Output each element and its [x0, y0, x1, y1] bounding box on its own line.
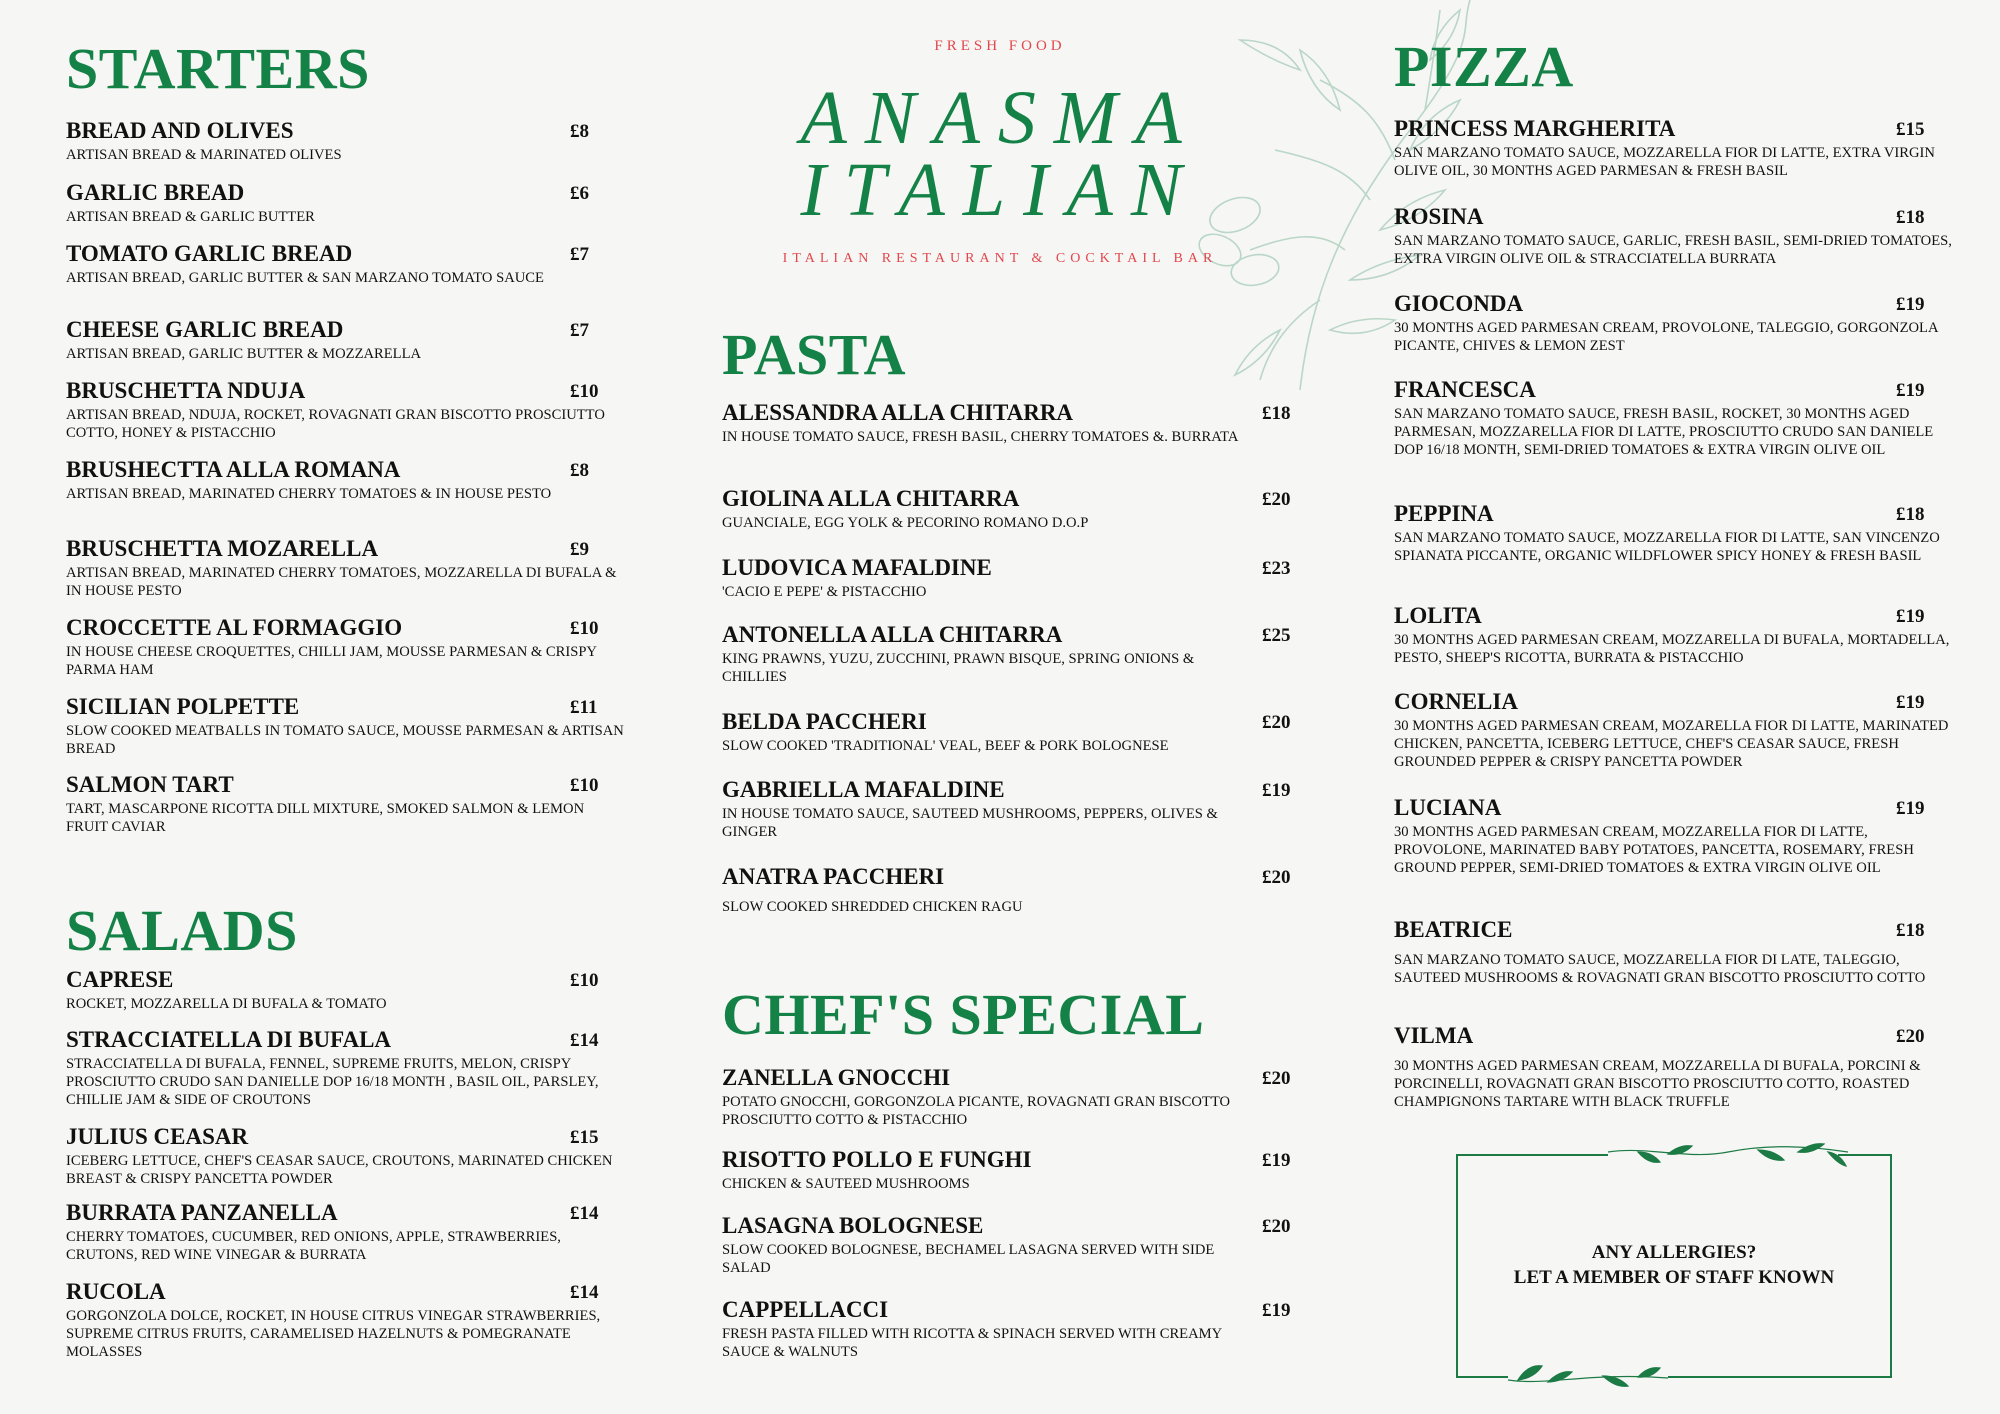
menu-item [66, 695, 626, 758]
menu-item [722, 1298, 1302, 1361]
item-name: BRUSCHETTA NDUJA [66, 378, 306, 403]
menu-item [1394, 117, 1954, 180]
item-description: ARTISAN BREAD, MARINATED CHERRY TOMATOES & IN HOUSE PESTO [66, 486, 552, 502]
item-name: CHEESE GARLIC BREAD [66, 317, 344, 342]
item-name: PRINCESS MARGHERITA [1394, 116, 1676, 141]
item-description: ARTISAN BREAD, GARLIC BUTTER & MOZZARELLA [66, 346, 422, 362]
item-description: STRACCIATELLA DI BUFALA, FENNEL, SUPREME FRUITS, MELON, CRISPY PROSCIUTTO CRUDO SAN DANIELLE DOP 16/18 MONTH , BASIL OIL, PARSLEY, CHILLIE JAM & SIDE OF CROUTONS [66, 1056, 599, 1108]
item-description: SAN MARZANO TOMATO SAUCE, MOZZARELLA FIOR DI LATTE, EXTRA VIRGIN OLIVE OIL, 30 MONTHS AGED PARMESAN & FRESH BASIL [1394, 145, 1935, 179]
menu-item [1394, 378, 1954, 459]
item-description: GUANCIALE, EGG YOLK & PECORINO ROMANO D.O.P [722, 515, 1089, 531]
allergy-notice-box [1456, 1154, 1892, 1378]
item-price: £20 [1262, 1068, 1291, 1089]
item-price: £19 [1262, 780, 1291, 801]
item-name: JULIUS CEASAR [66, 1124, 249, 1149]
item-price: £14 [570, 1030, 599, 1051]
item-price: £20 [1896, 1026, 1925, 1047]
item-price: £15 [1896, 119, 1925, 140]
chefs-special-title: CHEF'S SPECIAL [722, 982, 1205, 1047]
menu-item [1394, 690, 1954, 771]
item-price: £8 [570, 121, 589, 142]
item-price: £19 [1262, 1150, 1291, 1171]
menu-item [722, 778, 1302, 841]
item-description: ARTISAN BREAD & MARINATED OLIVES [66, 147, 342, 163]
item-price: £8 [570, 460, 589, 481]
menu-item [66, 1201, 626, 1264]
item-description: ICEBERG LETTUCE, CHEF'S CEASAR SAUCE, CROUTONS, MARINATED CHICKEN BREAST & CRISPY PANCETTA POWDER [66, 1153, 613, 1187]
item-price: £19 [1896, 606, 1925, 627]
menu-item [66, 1028, 626, 1109]
item-price: £19 [1896, 692, 1925, 713]
item-price: £10 [570, 970, 599, 991]
item-description: SAN MARZANO TOMATO SAUCE, GARLIC, FRESH BASIL, SEMI-DRIED TOMATOES, EXTRA VIRGIN OLIVE OIL & STRACCIATELLA BURRATA [1394, 233, 1952, 267]
item-price: £11 [570, 697, 598, 718]
item-description: 30 MONTHS AGED PARMESAN CREAM, PROVOLONE, TALEGGIO, GORGONZOLA PICANTE, CHIVES & LEMON ZEST [1394, 320, 1938, 354]
item-name: LOLITA [1394, 603, 1482, 628]
item-name: BRUSCHETTA MOZARELLA [66, 536, 379, 561]
item-name: CORNELIA [1394, 689, 1518, 714]
item-name: BEATRICE [1394, 917, 1513, 942]
menu-item [722, 401, 1302, 446]
menu-item [722, 556, 1302, 601]
item-price: £20 [1262, 867, 1291, 888]
item-description: SLOW COOKED MEATBALLS IN TOMATO SAUCE, MOUSSE PARMESAN & ARTISAN BREAD [66, 723, 624, 757]
item-description: IN HOUSE CHEESE CROQUETTES, CHILLI JAM, MOUSSE PARMESAN & CRISPY PARMA HAM [66, 644, 597, 678]
item-description: IN HOUSE TOMATO SAUCE, SAUTEED MUSHROOMS, PEPPERS, OLIVES & GINGER [722, 806, 1218, 840]
menu-item [66, 119, 626, 164]
item-description: SLOW COOKED 'TRADITIONAL' VEAL, BEEF & PORK BOLOGNESE [722, 738, 1169, 754]
item-price: £14 [570, 1203, 599, 1224]
item-description: ARTISAN BREAD, MARINATED CHERRY TOMATOES, MOZZARELLA DI BUFALA & IN HOUSE PESTO [66, 565, 617, 599]
menu-item [66, 537, 626, 600]
menu-item [722, 623, 1302, 686]
item-name: CAPPELLACCI [722, 1297, 889, 1322]
item-description: SLOW COOKED BOLOGNESE, BECHAMEL LASAGNA SERVED WITH SIDE SALAD [722, 1242, 1215, 1276]
item-name: LUCIANA [1394, 795, 1502, 820]
item-name: VILMA [1394, 1023, 1474, 1048]
vine-decoration-icon [1608, 1142, 1848, 1170]
item-price: £7 [570, 320, 589, 341]
menu-item [1394, 604, 1954, 667]
item-price: £18 [1896, 920, 1925, 941]
item-name: ANATRA PACCHERI [722, 864, 945, 889]
menu-item [66, 1125, 626, 1188]
item-description: SAN MARZANO TOMATO SAUCE, FRESH BASIL, ROCKET, 30 MONTHS AGED PARMESAN, MOZZARELLA FIOR DI LATTE, PROSCIUTTO CRUDO SAN DANIELE DOP 16/18 MONTH, SEMI-DRIED TOMATOES & EXTRA VIRGIN OLIVE OIL [1394, 406, 1934, 458]
item-description: FRESH PASTA FILLED WITH RICOTTA & SPINACH SERVED WITH CREAMY SAUCE & WALNUTS [722, 1326, 1222, 1360]
item-name: BREAD AND OLIVES [66, 118, 294, 143]
menu-item [66, 318, 626, 363]
menu-item [722, 865, 1302, 916]
vine-decoration-icon [1508, 1362, 1668, 1390]
menu-item [66, 458, 626, 503]
item-name: ZANELLA GNOCCHI [722, 1065, 951, 1090]
item-description: TART, MASCARPONE RICOTTA DILL MIXTURE, SMOKED SALMON & LEMON FRUIT CAVIAR [66, 801, 585, 835]
item-description: ARTISAN BREAD, GARLIC BUTTER & SAN MARZANO TOMATO SAUCE [66, 270, 544, 286]
item-price: £18 [1896, 207, 1925, 228]
item-name: BRUSHECTTA ALLA ROMANA [66, 457, 401, 482]
item-description: 30 MONTHS AGED PARMESAN CREAM, MOZZARELLA DI BUFALA, MORTADELLA, PESTO, SHEEP'S RICOTTA, BURRATA & PISTACCHIO [1394, 632, 1950, 666]
item-price: £20 [1262, 712, 1291, 733]
item-name: GIOCONDA [1394, 291, 1524, 316]
item-description: SLOW COOKED SHREDDED CHICKEN RAGU [722, 899, 1023, 915]
item-name: ALESSANDRA ALLA CHITARRA [722, 400, 1074, 425]
item-price: £19 [1896, 380, 1925, 401]
menu-item [1394, 502, 1954, 565]
item-description: ARTISAN BREAD, NDUJA, ROCKET, ROVAGNATI GRAN BISCOTTO PROSCIUTTO COTTO, HONEY & PISTACCHIO [66, 407, 605, 441]
item-name: LUDOVICA MAFALDINE [722, 555, 992, 580]
header-kicker: FRESH FOOD [934, 38, 1066, 54]
item-price: £7 [570, 244, 589, 265]
menu-item [1394, 1024, 1954, 1111]
item-description: 'CACIO E PEPE' & PISTACCHIO [722, 584, 927, 600]
item-name: STRACCIATELLA DI BUFALA [66, 1027, 392, 1052]
item-description: CHERRY TOMATOES, CUCUMBER, RED ONIONS, APPLE, STRAWBERRIES, CRUTONS, RED WINE VINEGAR & BURRATA [66, 1229, 561, 1263]
item-price: £14 [570, 1282, 599, 1303]
menu-item [722, 710, 1302, 755]
allergy-line-2: LET A MEMBER OF STAFF KNOWN [1513, 1267, 1835, 1288]
menu-item [66, 242, 626, 287]
item-price: £15 [570, 1127, 599, 1148]
item-description: GORGONZOLA DOLCE, ROCKET, IN HOUSE CITRUS VINEGAR STRAWBERRIES, SUPREME CITRUS FRUITS, CARAMELISED HAZELNUTS & POMEGRANATE MOLASSES [66, 1308, 601, 1360]
item-description: ROCKET, MOZZARELLA DI BUFALA & TOMATO [66, 996, 387, 1012]
pasta-title: PASTA [722, 322, 907, 387]
item-price: £10 [570, 618, 599, 639]
pizza-title: PIZZA [1394, 34, 1574, 99]
allergy-line-1: ANY ALLERGIES? [1591, 1242, 1757, 1263]
menu-item [66, 616, 626, 679]
menu-item [66, 379, 626, 442]
item-price: £19 [1896, 798, 1925, 819]
item-price: £18 [1262, 403, 1291, 424]
item-description: 30 MONTHS AGED PARMESAN CREAM, MOZARELLA FIOR DI LATTE, MARINATED CHICKEN, PANCETTA, ICEBERG LETTUCE, CHEF'S CEASAR SAUCE, FRESH GROUNDED PEPPER & CRISPY PANCETTA POWDER [1394, 718, 1949, 770]
item-name: ROSINA [1394, 204, 1484, 229]
item-name: TOMATO GARLIC BREAD [66, 241, 353, 266]
item-price: £19 [1896, 294, 1925, 315]
item-name: ANTONELLA ALLA CHITARRA [722, 622, 1063, 647]
item-price: £20 [1262, 489, 1291, 510]
item-price: £25 [1262, 625, 1291, 646]
item-description: IN HOUSE TOMATO SAUCE, FRESH BASIL, CHERRY TOMATOES &. BURRATA [722, 429, 1239, 445]
starters-title: STARTERS [66, 36, 370, 101]
menu-item [1394, 796, 1954, 877]
item-price: £18 [1896, 504, 1925, 525]
item-name: CAPRESE [66, 967, 174, 992]
menu-item [66, 1280, 626, 1361]
brand-name-line2: ITALIAN [800, 148, 1200, 232]
item-description: 30 MONTHS AGED PARMESAN CREAM, MOZZARELLA FIOR DI LATTE, PROVOLONE, MARINATED BABY POTATOES, PANCETTA, ROSEMARY, FRESH GROUND PEPPER, SEMI-DRIED TOMATOES & EXTRA VIRGIN OLIVE OIL [1394, 824, 1914, 876]
salads-title: SALADS [66, 898, 298, 963]
item-name: RISOTTO POLLO E FUNGHI [722, 1147, 1032, 1172]
item-name: CROCCETTE AL FORMAGGIO [66, 615, 403, 640]
item-price: £23 [1262, 558, 1291, 579]
menu-item [66, 773, 626, 836]
menu-item [1394, 205, 1954, 268]
item-name: SALMON TART [66, 772, 234, 797]
menu-item [1394, 918, 1954, 987]
menu-item [722, 487, 1302, 532]
menu-item [66, 181, 626, 226]
item-name: BURRATA PANZANELLA [66, 1200, 338, 1225]
item-name: PEPPINA [1394, 501, 1494, 526]
item-price: £20 [1262, 1216, 1291, 1237]
item-description: SAN MARZANO TOMATO SAUCE, MOZZARELLA FIOR DI LATTE, SAN VINCENZO SPIANATA PICCANTE, ORGANIC WILDFLOWER SPICY HONEY & FRESH BASIL [1394, 530, 1940, 564]
menu-item [722, 1214, 1302, 1277]
menu-item [722, 1148, 1302, 1193]
item-description: POTATO GNOCCHI, GORGONZOLA PICANTE, ROVAGNATI GRAN BISCOTTO PROSCIUTTO COTTO & PISTACCHIO [722, 1094, 1231, 1128]
item-price: £10 [570, 775, 599, 796]
item-name: GABRIELLA MAFALDINE [722, 777, 1005, 802]
item-price: £6 [570, 183, 589, 204]
item-name: SICILIAN POLPETTE [66, 694, 300, 719]
item-price: £19 [1262, 1300, 1291, 1321]
item-name: GARLIC BREAD [66, 180, 245, 205]
item-description: KING PRAWNS, YUZU, ZUCCHINI, PRAWN BISQUE, SPRING ONIONS & CHILLIES [722, 651, 1195, 685]
allergy-message [1458, 1240, 1890, 1290]
item-name: GIOLINA ALLA CHITARRA [722, 486, 1020, 511]
menu-item [1394, 292, 1954, 355]
menu-item [722, 1066, 1302, 1129]
item-description: 30 MONTHS AGED PARMESAN CREAM, MOZZARELLA DI BUFALA, PORCINI & PORCINELLI, ROVAGNATI GRAN BISCOTTO PROSCIUTTO COTTO, ROASTED CHAMPIGNONS TARTARE WITH BLACK TRUFFLE [1394, 1058, 1921, 1110]
item-name: FRANCESCA [1394, 377, 1536, 402]
item-name: BELDA PACCHERI [722, 709, 927, 734]
item-price: £9 [570, 539, 589, 560]
item-description: SAN MARZANO TOMATO SAUCE, MOZZARELLA FIOR DI LATE, TALEGGIO, SAUTEED MUSHROOMS & ROVAGNATI GRAN BISCOTTO PROSCIUTTO COTTO [1394, 952, 1926, 986]
brand-name-line1: ANASMA [800, 76, 1200, 160]
item-price: £10 [570, 381, 599, 402]
menu-item [66, 968, 626, 1013]
item-description: CHICKEN & SAUTEED MUSHROOMS [722, 1176, 970, 1192]
header-tagline: ITALIAN RESTAURANT & COCKTAIL BAR [782, 251, 1218, 266]
item-name: RUCOLA [66, 1279, 166, 1304]
item-description: ARTISAN BREAD & GARLIC BUTTER [66, 209, 315, 225]
item-name: LASAGNA BOLOGNESE [722, 1213, 984, 1238]
